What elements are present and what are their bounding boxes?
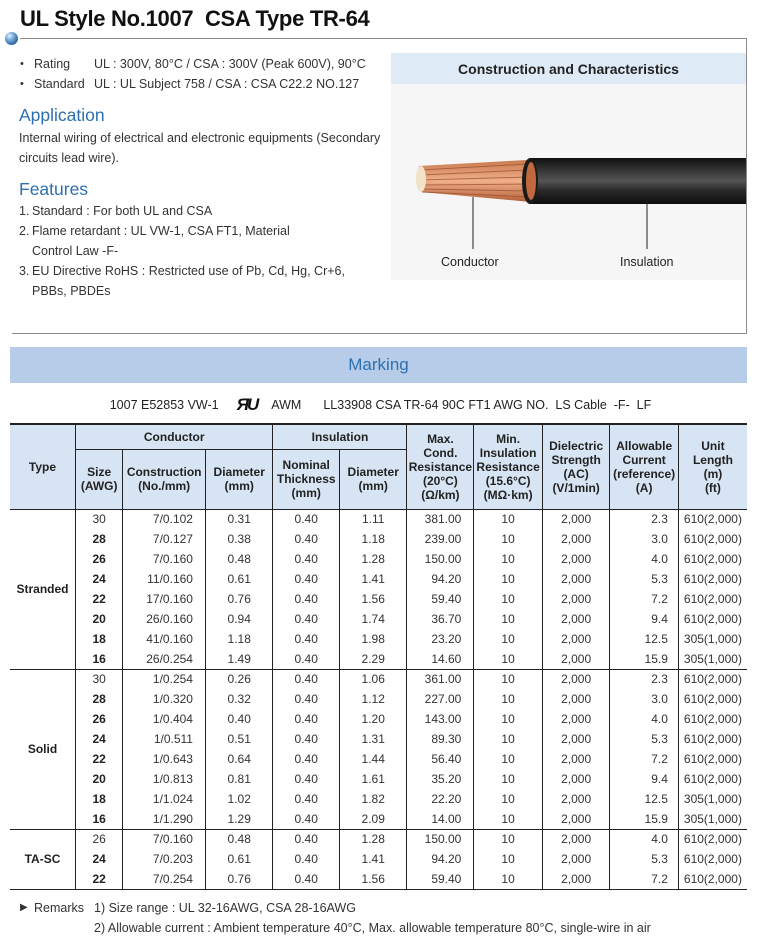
cell-min-insulation: 10 — [474, 669, 543, 689]
header-conductor: Conductor — [75, 424, 272, 449]
cell-dielectric: 2,000 — [542, 529, 610, 549]
cell-min-insulation: 10 — [474, 609, 543, 629]
table-row — [10, 529, 747, 549]
cell-unit-length: 610(2,000) — [678, 669, 747, 689]
cell-current: 12.5 — [610, 789, 679, 809]
feature-number: 3. — [19, 264, 30, 278]
cell-ins-diameter: 1.12 — [339, 689, 407, 709]
features-list — [19, 201, 391, 301]
cell-current: 4.0 — [610, 829, 679, 849]
marking-part2: AWM — [271, 398, 302, 412]
cell-construction: 7/0.102 — [123, 509, 206, 529]
header-type: Type — [10, 424, 75, 509]
table-row — [10, 789, 747, 809]
cell-unit-length: 610(2,000) — [678, 849, 747, 869]
cell-nominal-thickness: 0.40 — [273, 689, 340, 709]
cell-nominal-thickness: 0.40 — [273, 669, 340, 689]
header-unit-length: Unit Length (m) (ft) — [678, 424, 747, 509]
application-heading: Application — [19, 105, 105, 125]
cell-current: 7.2 — [610, 589, 679, 609]
bullet-icon: • — [20, 78, 24, 90]
cell-current: 15.9 — [610, 809, 679, 829]
cell-max-resistance: 150.00 — [407, 549, 474, 569]
cell-min-insulation: 10 — [474, 829, 543, 849]
spec-list — [20, 54, 366, 94]
marking-text — [0, 393, 761, 417]
sphere-bullet-icon — [5, 32, 18, 45]
feature-item — [19, 221, 391, 261]
cell-cond-diameter: 0.64 — [205, 749, 273, 769]
cell-construction: 1/1.290 — [123, 809, 206, 829]
cell-unit-length: 610(2,000) — [678, 609, 747, 629]
insulation-label: Insulation — [620, 255, 674, 269]
cell-min-insulation: 10 — [474, 549, 543, 569]
cell-current: 4.0 — [610, 709, 679, 729]
cell-nominal-thickness: 0.40 — [273, 649, 340, 669]
cell-size: 24 — [75, 729, 122, 749]
cell-unit-length: 305(1,000) — [678, 809, 747, 829]
cell-max-resistance: 381.00 — [407, 509, 474, 529]
cell-current: 15.9 — [610, 649, 679, 669]
cell-current: 5.3 — [610, 569, 679, 589]
cell-cond-diameter: 0.26 — [205, 669, 273, 689]
spec-label: Standard — [34, 77, 85, 91]
header-cond-diameter: Diameter (mm) — [205, 449, 273, 509]
cell-nominal-thickness: 0.40 — [273, 749, 340, 769]
cell-cond-diameter: 0.48 — [205, 829, 273, 849]
cell-max-resistance: 94.20 — [407, 569, 474, 589]
cell-ins-diameter: 1.18 — [339, 529, 407, 549]
cell-size: 22 — [75, 749, 122, 769]
cell-nominal-thickness: 0.40 — [273, 569, 340, 589]
table-row — [10, 649, 747, 669]
cell-construction: 7/0.127 — [123, 529, 206, 549]
cell-cond-diameter: 1.29 — [205, 809, 273, 829]
remark-item: 1) Size range : UL 32-16AWG, CSA 28-16AWG — [94, 901, 356, 915]
cell-max-resistance: 59.40 — [407, 589, 474, 609]
feature-text: EU Directive RoHS : Restricted use of Pb, Cd, Hg, Cr+6, PBBs, PBDEs — [32, 264, 345, 298]
cell-min-insulation: 10 — [474, 529, 543, 549]
cell-ins-diameter: 1.98 — [339, 629, 407, 649]
cell-max-resistance: 94.20 — [407, 849, 474, 869]
cell-dielectric: 2,000 — [542, 789, 610, 809]
feature-text: Flame retardant : UL VW-1, CSA FT1, Material Control Law -F- — [32, 224, 290, 258]
cell-ins-diameter: 2.29 — [339, 649, 407, 669]
title-divider — [20, 38, 747, 39]
cell-unit-length: 610(2,000) — [678, 569, 747, 589]
cell-current: 5.3 — [610, 849, 679, 869]
cell-min-insulation: 10 — [474, 569, 543, 589]
cell-type: Solid — [10, 669, 75, 829]
cell-ins-diameter: 1.28 — [339, 829, 407, 849]
cell-ins-diameter: 1.41 — [339, 569, 407, 589]
ul-logo-icon: ЯU — [236, 395, 258, 414]
cell-ins-diameter: 1.44 — [339, 749, 407, 769]
cell-size: 16 — [75, 649, 122, 669]
remarks — [20, 898, 651, 938]
spec-label: Rating — [34, 57, 71, 71]
remarks-label: Remarks — [34, 901, 85, 915]
header-min-insulation: Min. Insulation Resistance (15.6°C) (MΩ·km) — [474, 424, 543, 509]
cell-min-insulation: 10 — [474, 509, 543, 529]
cell-unit-length: 610(2,000) — [678, 829, 747, 849]
cell-cond-diameter: 0.61 — [205, 569, 273, 589]
cell-dielectric: 2,000 — [542, 749, 610, 769]
cell-current: 12.5 — [610, 629, 679, 649]
cell-nominal-thickness: 0.40 — [273, 729, 340, 749]
application-text: Internal wiring of electrical and electronic equipments (Secondary circuits lead wire). — [19, 131, 381, 165]
spec-value: UL : UL Subject 758 / CSA : CSA C22.2 NO.127 — [94, 77, 360, 91]
cell-cond-diameter: 0.40 — [205, 709, 273, 729]
cell-unit-length: 305(1,000) — [678, 629, 747, 649]
cell-min-insulation: 10 — [474, 709, 543, 729]
cell-max-resistance: 361.00 — [407, 669, 474, 689]
cell-current: 5.3 — [610, 729, 679, 749]
cell-type: TA-SC — [10, 829, 75, 889]
cell-nominal-thickness: 0.40 — [273, 789, 340, 809]
cell-max-resistance: 239.00 — [407, 529, 474, 549]
cell-dielectric: 2,000 — [542, 649, 610, 669]
cell-construction: 7/0.160 — [123, 829, 206, 849]
cell-current: 4.0 — [610, 549, 679, 569]
bullet-icon: • — [20, 58, 24, 70]
cell-dielectric: 2,000 — [542, 849, 610, 869]
spec-standard — [20, 74, 366, 94]
cell-size: 30 — [75, 669, 122, 689]
cell-ins-diameter: 1.56 — [339, 589, 407, 609]
table-row — [10, 609, 747, 629]
feature-number: 2. — [19, 224, 30, 238]
cell-construction: 11/0.160 — [123, 569, 206, 589]
header-max-resistance: Max. Cond. Resistance (20°C) (Ω/km) — [407, 424, 474, 509]
cell-cond-diameter: 0.76 — [205, 869, 273, 889]
cell-max-resistance: 14.60 — [407, 649, 474, 669]
cell-size: 16 — [75, 809, 122, 829]
table-row — [10, 509, 747, 529]
cell-construction: 1/0.254 — [123, 669, 206, 689]
header-nominal-thickness: Nominal Thickness (mm) — [273, 449, 340, 509]
cell-dielectric: 2,000 — [542, 809, 610, 829]
cell-unit-length: 610(2,000) — [678, 769, 747, 789]
cell-size: 26 — [75, 549, 122, 569]
cell-dielectric: 2,000 — [542, 729, 610, 749]
cell-unit-length: 610(2,000) — [678, 549, 747, 569]
cell-max-resistance: 22.20 — [407, 789, 474, 809]
cell-max-resistance: 89.30 — [407, 729, 474, 749]
table-row — [10, 569, 747, 589]
cell-nominal-thickness: 0.40 — [273, 629, 340, 649]
header-size: Size (AWG) — [75, 449, 122, 509]
cell-ins-diameter: 1.28 — [339, 549, 407, 569]
cell-unit-length: 305(1,000) — [678, 789, 747, 809]
cell-dielectric: 2,000 — [542, 569, 610, 589]
triangle-right-icon: ▶ — [20, 902, 28, 913]
cell-construction: 26/0.254 — [123, 649, 206, 669]
cell-construction: 7/0.254 — [123, 869, 206, 889]
cell-cond-diameter: 0.48 — [205, 549, 273, 569]
table-row — [10, 809, 747, 829]
cell-max-resistance: 227.00 — [407, 689, 474, 709]
cell-ins-diameter: 2.09 — [339, 809, 407, 829]
table-body — [10, 509, 747, 889]
remark-item: 2) Allowable current : Ambient temperature 40°C, Max. allowable temperature 80°C, single-wire in air — [94, 921, 651, 935]
header-dielectric: Dielectric Strength (AC) (V/1min) — [542, 424, 610, 509]
frame-border-bottom — [12, 333, 747, 334]
frame-border-right — [746, 38, 747, 334]
cell-nominal-thickness: 0.40 — [273, 849, 340, 869]
cell-construction: 1/0.511 — [123, 729, 206, 749]
cell-min-insulation: 10 — [474, 789, 543, 809]
cell-current: 9.4 — [610, 769, 679, 789]
cell-dielectric: 2,000 — [542, 669, 610, 689]
cell-type: Stranded — [10, 509, 75, 669]
cell-unit-length: 610(2,000) — [678, 869, 747, 889]
conductor-label: Conductor — [441, 255, 499, 269]
cell-size: 26 — [75, 829, 122, 849]
cell-ins-diameter: 1.06 — [339, 669, 407, 689]
table-row — [10, 849, 747, 869]
cell-current: 2.3 — [610, 669, 679, 689]
cell-dielectric: 2,000 — [542, 589, 610, 609]
cell-current: 2.3 — [610, 509, 679, 529]
cell-dielectric: 2,000 — [542, 709, 610, 729]
table-row — [10, 669, 747, 689]
cell-unit-length: 610(2,000) — [678, 689, 747, 709]
cell-construction: 7/0.160 — [123, 549, 206, 569]
cell-ins-diameter: 1.61 — [339, 769, 407, 789]
cell-nominal-thickness: 0.40 — [273, 549, 340, 569]
cell-cond-diameter: 0.61 — [205, 849, 273, 869]
cell-size: 26 — [75, 709, 122, 729]
cell-ins-diameter: 1.56 — [339, 869, 407, 889]
cell-min-insulation: 10 — [474, 729, 543, 749]
table-row — [10, 689, 747, 709]
marking-part1: 1007 E52853 VW-1 — [109, 398, 219, 412]
cell-cond-diameter: 0.81 — [205, 769, 273, 789]
cell-dielectric: 2,000 — [542, 689, 610, 709]
cell-cond-diameter: 1.02 — [205, 789, 273, 809]
feature-item — [19, 261, 391, 301]
table-row — [10, 769, 747, 789]
cell-nominal-thickness: 0.40 — [273, 769, 340, 789]
cell-nominal-thickness: 0.40 — [273, 869, 340, 889]
cell-max-resistance: 59.40 — [407, 869, 474, 889]
table-row — [10, 629, 747, 649]
cell-cond-diameter: 0.51 — [205, 729, 273, 749]
cell-construction: 26/0.160 — [123, 609, 206, 629]
cell-current: 7.2 — [610, 749, 679, 769]
cell-min-insulation: 10 — [474, 649, 543, 669]
cell-max-resistance: 35.20 — [407, 769, 474, 789]
cell-size: 20 — [75, 609, 122, 629]
cell-ins-diameter: 1.11 — [339, 509, 407, 529]
cell-min-insulation: 10 — [474, 809, 543, 829]
cell-ins-diameter: 1.20 — [339, 709, 407, 729]
cell-max-resistance: 56.40 — [407, 749, 474, 769]
cell-current: 3.0 — [610, 689, 679, 709]
cell-dielectric: 2,000 — [542, 769, 610, 789]
cell-size: 28 — [75, 689, 122, 709]
cell-size: 20 — [75, 769, 122, 789]
cell-unit-length: 610(2,000) — [678, 729, 747, 749]
cell-dielectric: 2,000 — [542, 869, 610, 889]
cell-size: 24 — [75, 849, 122, 869]
page-title: UL Style No.1007 CSA Type TR-64 — [20, 6, 370, 31]
remark-row — [20, 918, 651, 938]
cell-min-insulation: 10 — [474, 589, 543, 609]
cell-construction: 17/0.160 — [123, 589, 206, 609]
cell-size: 30 — [75, 509, 122, 529]
cell-min-insulation: 10 — [474, 689, 543, 709]
cell-size: 22 — [75, 589, 122, 609]
cell-size: 22 — [75, 869, 122, 889]
cell-construction: 1/1.024 — [123, 789, 206, 809]
table-row — [10, 709, 747, 729]
cell-cond-diameter: 0.94 — [205, 609, 273, 629]
cell-unit-length: 610(2,000) — [678, 529, 747, 549]
marking-heading: Marking — [10, 347, 747, 383]
cell-min-insulation: 10 — [474, 769, 543, 789]
cell-current: 3.0 — [610, 529, 679, 549]
cell-max-resistance: 14.00 — [407, 809, 474, 829]
cell-ins-diameter: 1.74 — [339, 609, 407, 629]
cell-size: 28 — [75, 529, 122, 549]
cell-nominal-thickness: 0.40 — [273, 589, 340, 609]
cell-cond-diameter: 0.31 — [205, 509, 273, 529]
cell-min-insulation: 10 — [474, 749, 543, 769]
marking-part3: LL33908 CSA TR-64 90C FT1 AWG NO. LS Cable -F- LF — [323, 398, 652, 412]
cell-cond-diameter: 0.32 — [205, 689, 273, 709]
cell-max-resistance: 36.70 — [407, 609, 474, 629]
feature-number: 1. — [19, 204, 30, 218]
spec-value: UL : 300V, 80°C / CSA : 300V (Peak 600V), 90°C — [94, 57, 366, 71]
table-row — [10, 829, 747, 849]
cell-unit-length: 610(2,000) — [678, 589, 747, 609]
cell-cond-diameter: 1.18 — [205, 629, 273, 649]
table-header-row — [10, 424, 747, 449]
cell-max-resistance: 23.20 — [407, 629, 474, 649]
cell-unit-length: 610(2,000) — [678, 509, 747, 529]
cell-nominal-thickness: 0.40 — [273, 509, 340, 529]
cell-construction: 41/0.160 — [123, 629, 206, 649]
cell-unit-length: 610(2,000) — [678, 749, 747, 769]
cell-construction: 1/0.404 — [123, 709, 206, 729]
cell-construction: 1/0.320 — [123, 689, 206, 709]
cell-nominal-thickness: 0.40 — [273, 709, 340, 729]
cell-cond-diameter: 0.76 — [205, 589, 273, 609]
cell-current: 9.4 — [610, 609, 679, 629]
cell-construction: 1/0.813 — [123, 769, 206, 789]
cell-nominal-thickness: 0.40 — [273, 809, 340, 829]
construction-heading: Construction and Characteristics — [391, 53, 746, 84]
table-row — [10, 869, 747, 889]
cell-nominal-thickness: 0.40 — [273, 529, 340, 549]
table-row — [10, 749, 747, 769]
cell-unit-length: 305(1,000) — [678, 649, 747, 669]
header-insulation: Insulation — [273, 424, 407, 449]
feature-item — [19, 201, 391, 221]
features-heading: Features — [19, 179, 89, 199]
feature-text: Standard : For both UL and CSA — [32, 204, 213, 218]
cable-illustration-panel — [391, 84, 746, 280]
cell-ins-diameter: 1.82 — [339, 789, 407, 809]
cable-diagram-icon — [391, 84, 746, 280]
cell-unit-length: 610(2,000) — [678, 709, 747, 729]
cell-current: 7.2 — [610, 869, 679, 889]
remark-row — [20, 898, 651, 918]
cell-dielectric: 2,000 — [542, 829, 610, 849]
header-construction: Construction (No./mm) — [123, 449, 206, 509]
header-current: Allowable Current (reference) (A) — [610, 424, 679, 509]
cell-min-insulation: 10 — [474, 869, 543, 889]
cell-cond-diameter: 0.38 — [205, 529, 273, 549]
cell-construction: 1/0.643 — [123, 749, 206, 769]
cell-dielectric: 2,000 — [542, 509, 610, 529]
specification-table — [10, 423, 747, 890]
cell-dielectric: 2,000 — [542, 629, 610, 649]
cell-dielectric: 2,000 — [542, 549, 610, 569]
cell-ins-diameter: 1.31 — [339, 729, 407, 749]
cell-size: 18 — [75, 629, 122, 649]
cell-min-insulation: 10 — [474, 849, 543, 869]
spec-rating — [20, 54, 366, 74]
table-row — [10, 729, 747, 749]
cell-dielectric: 2,000 — [542, 609, 610, 629]
cell-size: 18 — [75, 789, 122, 809]
cell-nominal-thickness: 0.40 — [273, 829, 340, 849]
table-row — [10, 549, 747, 569]
table-row — [10, 589, 747, 609]
header-ins-diameter: Diameter (mm) — [339, 449, 407, 509]
cell-ins-diameter: 1.41 — [339, 849, 407, 869]
cell-max-resistance: 150.00 — [407, 829, 474, 849]
cell-min-insulation: 10 — [474, 629, 543, 649]
cell-max-resistance: 143.00 — [407, 709, 474, 729]
cell-size: 24 — [75, 569, 122, 589]
cell-nominal-thickness: 0.40 — [273, 609, 340, 629]
cell-cond-diameter: 1.49 — [205, 649, 273, 669]
cell-construction: 7/0.203 — [123, 849, 206, 869]
